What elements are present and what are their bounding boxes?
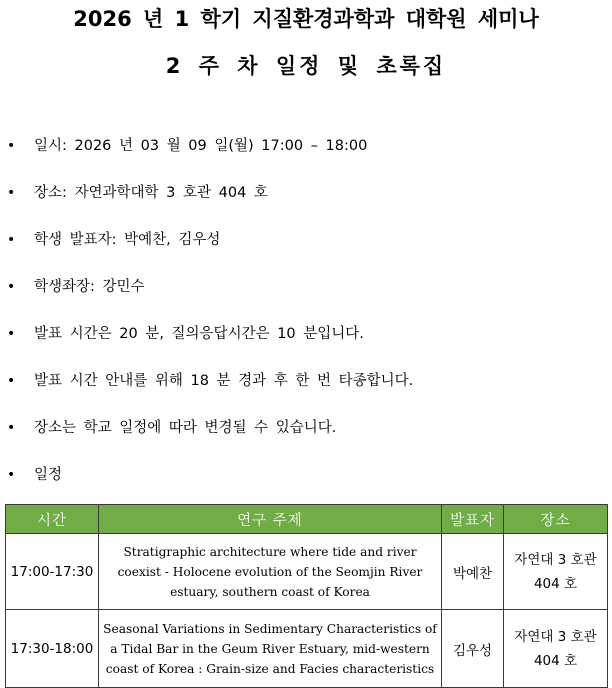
bullet-icon: • — [7, 373, 16, 389]
info-item-schedule — [0, 461, 612, 508]
bullet-icon: • — [7, 138, 16, 154]
bullet-icon: • — [7, 326, 16, 342]
cell-presenter: 김우성 — [442, 610, 504, 688]
cell-time: 17:00-17:30 — [6, 534, 99, 610]
info-text: 발표 시간 안내를 위해 18 분 경과 후 한 번 타종합니다. — [34, 373, 414, 389]
title-line-2: 2 주 차 일정 및 초록집 — [165, 54, 447, 78]
cell-place — [504, 610, 608, 688]
bullet-icon: • — [7, 420, 16, 436]
info-text: 일정 — [34, 467, 63, 483]
bullet-icon: • — [7, 467, 16, 483]
cell-topic: Stratigraphic architecture where tide and river coexist - Holocene evolution of the Seomjin River estuary, southern coast of Korea — [99, 534, 442, 610]
header-place: 장소 — [504, 505, 608, 534]
info-text: 학생좌장: 강민수 — [34, 279, 145, 295]
info-item-notice — [0, 414, 612, 461]
cell-time: 17:30-18:00 — [6, 610, 99, 688]
info-item-bell — [0, 367, 612, 414]
info-item-duration — [0, 320, 612, 367]
table-row — [6, 534, 608, 610]
bullet-icon: • — [7, 232, 16, 248]
info-item-chair — [0, 273, 612, 320]
place-line-1: 자연대 3 호관 — [514, 551, 597, 568]
place-line-1: 자연대 3 호관 — [514, 628, 597, 645]
info-item-datetime — [0, 132, 612, 179]
cell-presenter: 박예찬 — [442, 534, 504, 610]
info-item-location — [0, 179, 612, 226]
title-line-1: 2026 년 1 학기 지질환경과학과 대학원 세미나 — [73, 7, 539, 31]
info-text: 장소는 학교 일정에 따라 변경될 수 있습니다. — [34, 420, 337, 436]
header-topic: 연구 주제 — [99, 505, 442, 534]
place-line-2: 404 호 — [533, 652, 578, 669]
table-row — [6, 610, 608, 688]
bullet-icon: • — [7, 185, 16, 201]
info-item-presenters — [0, 226, 612, 273]
info-list — [0, 132, 612, 508]
header-time: 시간 — [6, 505, 99, 534]
info-text: 일시: 2026 년 03 월 09 일(월) 17:00 – 18:00 — [34, 138, 368, 154]
table-header-row — [6, 505, 608, 534]
info-text: 발표 시간은 20 분, 질의응답시간은 10 분입니다. — [34, 326, 364, 342]
header-presenter: 발표자 — [442, 505, 504, 534]
schedule-table — [5, 504, 608, 688]
info-text: 학생 발표자: 박예찬, 김우성 — [34, 232, 221, 248]
cell-topic: Seasonal Variations in Sedimentary Characteristics of a Tidal Bar in the Geum River Estuary, mid-western coast of Korea : Grain-size and Facies characteristics — [99, 610, 442, 688]
place-line-2: 404 호 — [533, 575, 578, 592]
info-text: 장소: 자연과학대학 3 호관 404 호 — [34, 185, 268, 201]
bullet-icon: • — [7, 279, 16, 295]
cell-place — [504, 534, 608, 610]
